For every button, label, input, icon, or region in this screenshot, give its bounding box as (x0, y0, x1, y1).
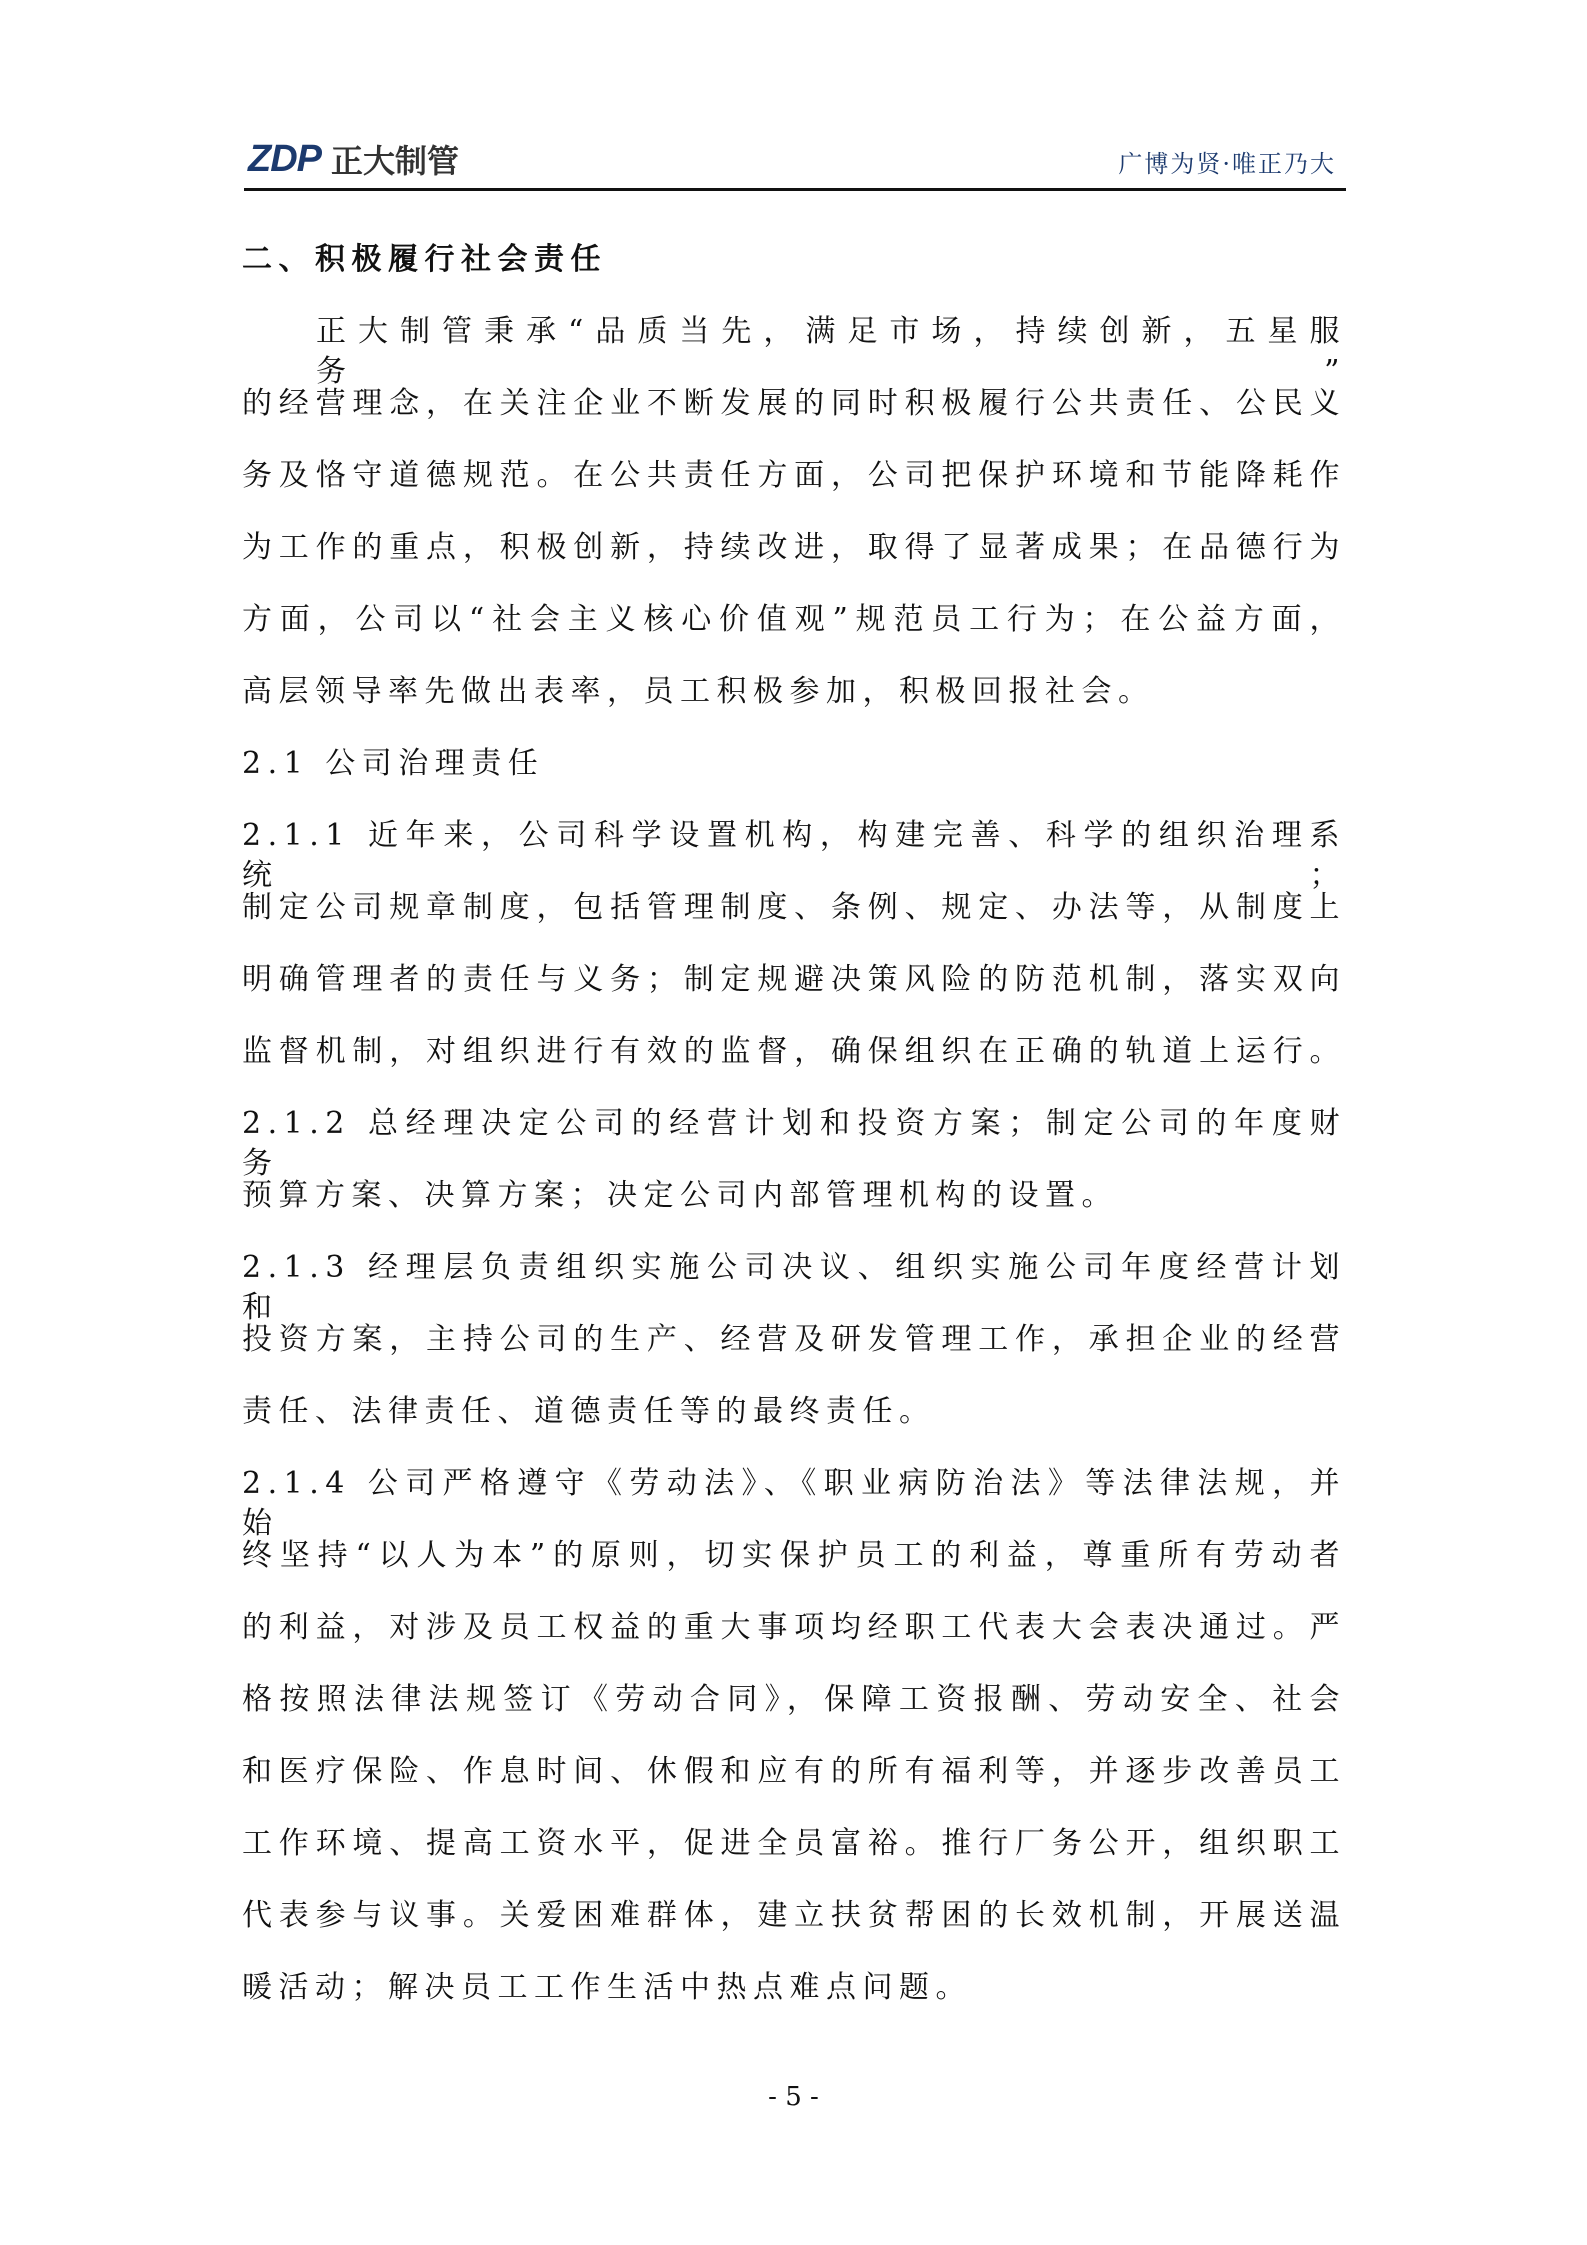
text-line: 预算方案、决算方案；决定公司内部管理机构的设置。 (242, 1178, 1118, 1213)
text-line: 投资方案，主持公司的生产、经营及研发管理工作，承担企业的经营 (242, 1322, 1346, 1357)
text-line: 工作环境、提高工资水平，促进全员富裕。推行厂务公开，组织职工 (242, 1826, 1346, 1861)
page-number: - 5 - (768, 2082, 819, 2112)
text-line: 终坚持“以人为本”的原则，切实保护员工的利益，尊重所有劳动者 (242, 1538, 1346, 1573)
text-line: 方面，公司以“社会主义核心价值观”规范员工行为；在公益方面， (242, 602, 1346, 637)
text-line: 的经营理念，在关注企业不断发展的同时积极履行公共责任、公民义 (242, 386, 1346, 421)
text-line: 责任、法律责任、道德责任等的最终责任。 (242, 1394, 936, 1429)
header-slogan: 广博为贤·唯正乃大 (1118, 150, 1336, 178)
text-line: 格按照法律法规签订《劳动合同》，保障工资报酬、劳动安全、社会 (242, 1682, 1346, 1717)
text-line: 务及恪守道德规范。在公共责任方面，公司把保护环境和节能降耗作 (242, 458, 1346, 493)
page-header (244, 130, 1346, 191)
text-line: 监督机制，对组织进行有效的监督，确保组织在正确的轨道上运行。 (242, 1034, 1346, 1069)
text-line: 明确管理者的责任与义务；制定规避决策风险的防范机制，落实双向 (242, 962, 1346, 997)
logo-mark: ZDP (248, 137, 321, 180)
text-line: 的利益，对涉及员工权益的重大事项均经职工代表大会表决通过。严 (242, 1610, 1346, 1645)
text-line: 和医疗保险、作息时间、休假和应有的所有福利等，并逐步改善员工 (242, 1754, 1346, 1789)
text-line: 代表参与议事。关爱困难群体，建立扶贫帮困的长效机制，开展送温 (242, 1898, 1346, 1933)
section-heading: 二、积极履行社会责任 (242, 242, 607, 277)
company-logo (248, 136, 459, 182)
text-line: 2.1.1 近年来，公司科学设置机构，构建完善、科学的组织治理系统； (242, 818, 1346, 893)
text-line: 2.1 公司治理责任 (242, 746, 545, 781)
text-line: 为工作的重点，积极创新，持续改进，取得了显著成果；在品德行为 (242, 530, 1346, 565)
text-line: 高层领导率先做出表率，员工积极参加，积极回报社会。 (242, 674, 1155, 709)
text-line: 2.1.3 经理层负责组织实施公司决议、组织实施公司年度经营计划和 (242, 1250, 1346, 1325)
text-line: 正大制管秉承“品质当先，满足市场，持续创新，五星服务 ” (316, 314, 1346, 389)
text-line: 暖活动；解决员工工作生活中热点难点问题。 (242, 1970, 972, 2005)
text-line: 制定公司规章制度，包括管理制度、条例、规定、办法等，从制度上 (242, 890, 1346, 925)
text-line: 2.1.2 总经理决定公司的经营计划和投资方案；制定公司的年度财务 (242, 1106, 1346, 1181)
logo-name: 正大制管 (331, 142, 460, 180)
text-line: 2.1.4 公司严格遵守《劳动法》、《职业病防治法》等法律法规，并始 (242, 1466, 1346, 1541)
